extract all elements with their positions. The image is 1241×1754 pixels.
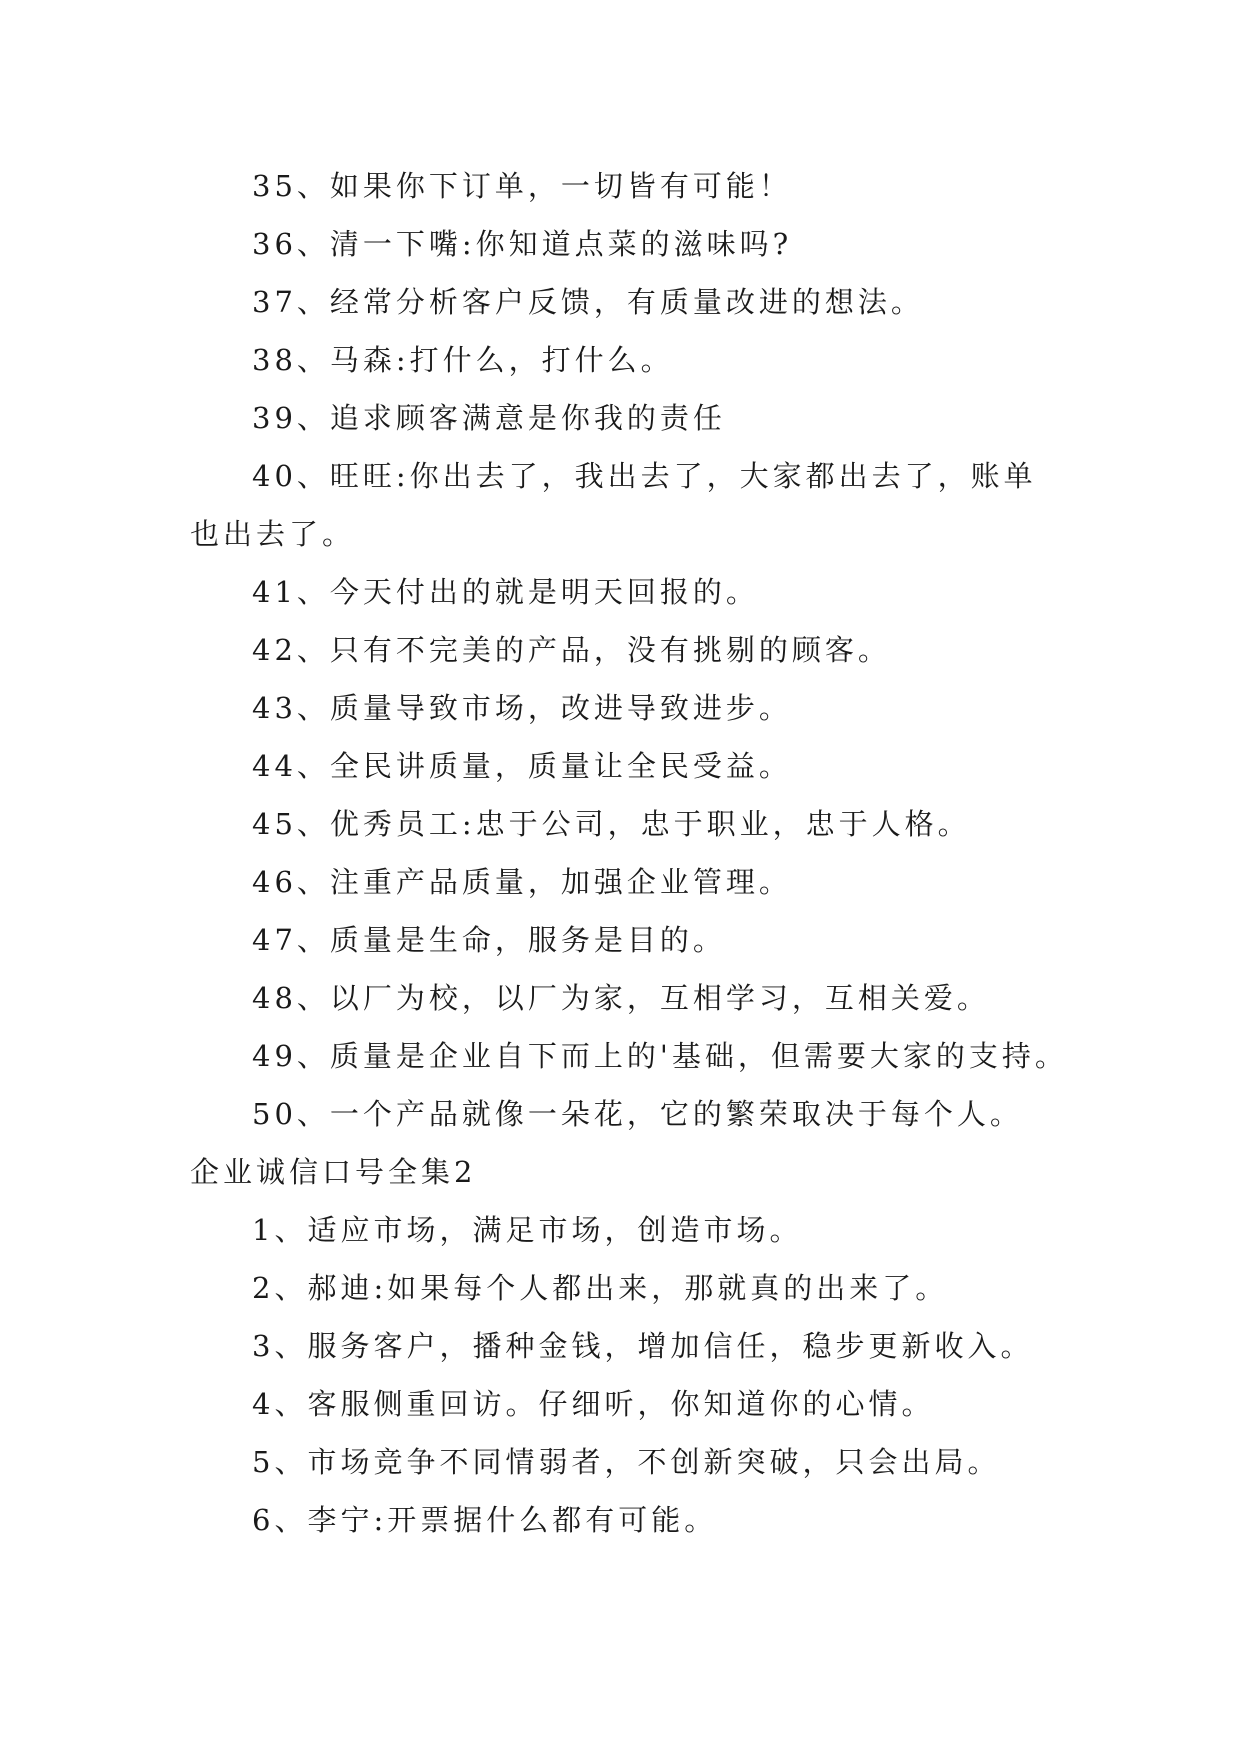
list-item: 5、市场竞争不同情弱者，不创新突破，只会出局。 xyxy=(252,1445,1001,1479)
list-item-line-2: 也出去了。 xyxy=(190,517,356,551)
list-item: 38、马森:打什么，打什么。 xyxy=(252,343,674,377)
list-item: 50、一个产品就像一朵花，它的繁荣取决于每个人。 xyxy=(252,1097,1023,1131)
list-item: 46、注重产品质量，加强企业管理。 xyxy=(252,865,792,899)
list-item: 45、优秀员工:忠于公司，忠于职业，忠于人格。 xyxy=(252,807,971,841)
document-body xyxy=(190,157,1070,1549)
list-item: 43、质量导致市场，改进导致进步。 xyxy=(252,691,792,725)
list-item: 36、清一下嘴:你知道点菜的滋味吗? xyxy=(252,227,793,261)
list-item: 2、郝迪:如果每个人都出来，那就真的出来了。 xyxy=(252,1271,949,1305)
list-item: 3、服务客户，播种金钱，增加信任，稳步更新收入。 xyxy=(252,1329,1034,1363)
list-item: 44、全民讲质量，质量让全民受益。 xyxy=(252,749,792,783)
list-item: 6、李宁:开票据什么都有可能。 xyxy=(252,1503,718,1537)
list-item: 49、质量是企业自下而上的'基础，但需要大家的支持。 xyxy=(252,1039,1068,1073)
list-item: 41、今天付出的就是明天回报的。 xyxy=(252,575,759,609)
list-item: 47、质量是生命，服务是目的。 xyxy=(252,923,726,957)
list-item: 37、经常分析客户反馈，有质量改进的想法。 xyxy=(252,285,924,319)
list-item: 42、只有不完美的产品，没有挑剔的顾客。 xyxy=(252,633,891,667)
list-item-line-1: 40、旺旺:你出去了，我出去了，大家都出去了，账单 xyxy=(252,459,1037,493)
list-item: 4、客服侧重回访。仔细听，你知道你的心情。 xyxy=(252,1387,935,1421)
list-item: 39、追求顾客满意是你我的责任 xyxy=(252,401,726,435)
list-item: 48、以厂为校，以厂为家，互相学习，互相关爱。 xyxy=(252,981,990,1015)
list-item: 1、适应市场，满足市场，创造市场。 xyxy=(252,1213,803,1247)
list-item-wrapped xyxy=(190,447,1070,563)
section-heading: 企业诚信口号全集2 xyxy=(190,1155,477,1189)
list-item: 35、如果你下订单，一切皆有可能！ xyxy=(252,169,792,203)
